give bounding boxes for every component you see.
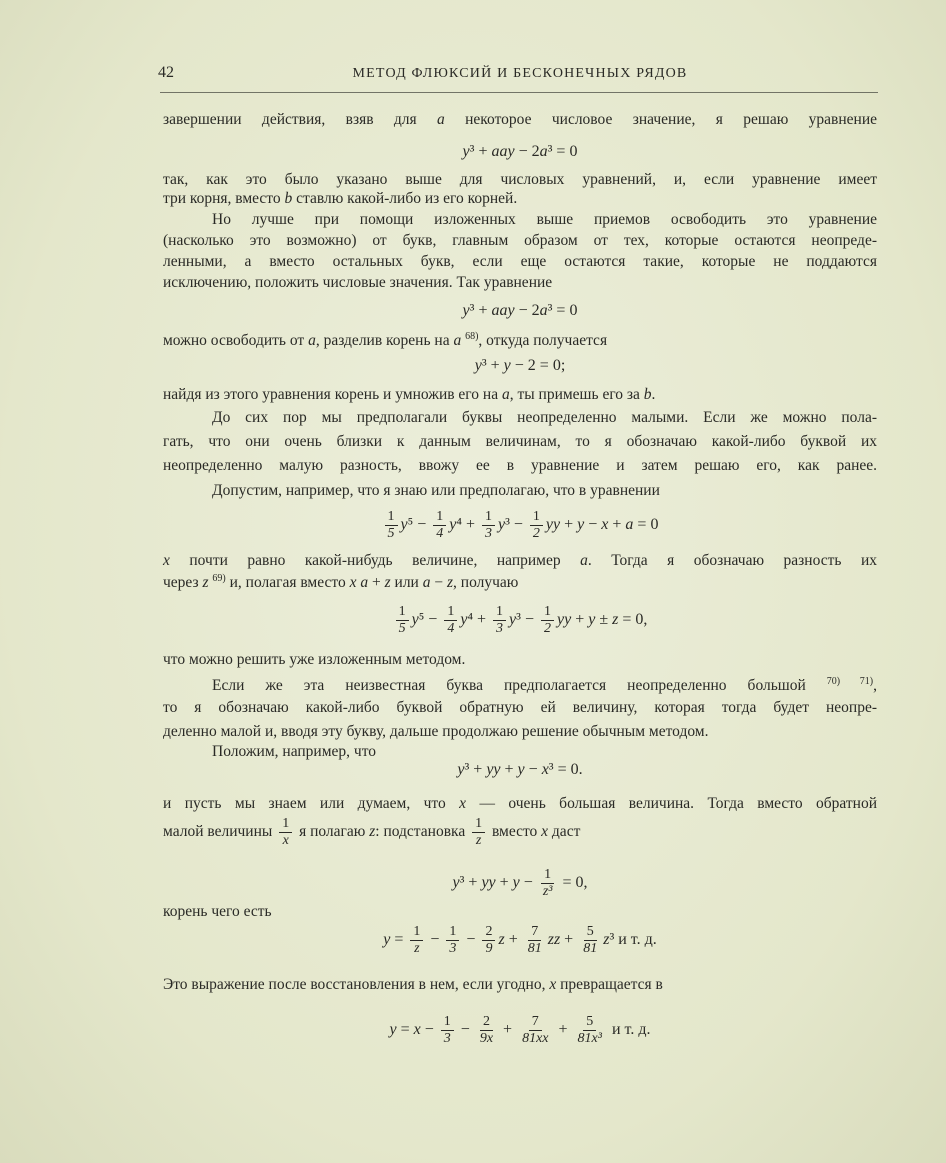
- text-run: , получаю: [453, 574, 519, 592]
- text-run: ³ = 0: [547, 302, 578, 319]
- numerator: 2: [480, 1014, 493, 1031]
- math-variable: b: [284, 190, 293, 207]
- text-run: , откуда получается: [478, 332, 608, 350]
- text-run: или: [390, 574, 423, 592]
- math-variable: yy: [545, 515, 561, 533]
- numerator: 7: [529, 1014, 542, 1031]
- text-run: ³ +: [464, 761, 487, 778]
- math-variable: y: [452, 873, 460, 891]
- math-variable: z: [612, 610, 619, 628]
- math-variable: y: [457, 761, 465, 778]
- text-run: ленными, а вместо остальных букв, если еще остаются такие, которые не поддаются: [163, 253, 877, 270]
- denominator: 81: [527, 940, 542, 956]
- text-run: ±: [595, 610, 613, 628]
- text-run: я полагаю: [295, 822, 370, 840]
- text-line: [163, 816, 877, 849]
- denominator: 9x: [479, 1030, 494, 1046]
- text-run: +: [571, 610, 589, 628]
- fraction: [493, 604, 506, 637]
- math-variable: y: [449, 515, 457, 533]
- denominator: 4: [436, 525, 444, 541]
- math-variable: x: [541, 822, 549, 840]
- text-run: ставлю какой-либо из его корней.: [292, 190, 518, 207]
- math-variable: yy: [481, 873, 496, 891]
- fraction: [575, 1014, 605, 1047]
- text-run: = 0: [633, 515, 659, 533]
- numerator: 1: [410, 924, 423, 941]
- text-run: +: [495, 873, 513, 891]
- equation: [163, 867, 877, 900]
- text-run: −: [426, 930, 444, 948]
- text-run: вместо: [488, 822, 542, 840]
- math-variable: a: [580, 552, 588, 569]
- text-run: , ты примешь его за: [509, 386, 644, 403]
- math-variable: z: [384, 574, 391, 592]
- numerator: 1: [441, 1014, 454, 1031]
- text-run: найдя из этого уравнения корень и умножив его на: [163, 386, 502, 403]
- text-run: ³ +: [459, 873, 482, 891]
- math-variable: yy: [556, 610, 572, 628]
- text-line: [163, 975, 877, 995]
- equation: [163, 357, 877, 375]
- math-variable: y: [512, 873, 520, 891]
- math-variable: a: [360, 574, 369, 592]
- math-variable: a: [453, 332, 462, 350]
- text-run: ⁴ +: [456, 515, 479, 533]
- running-header-title: МЕТОД ФЛЮКСИЙ И БЕСКОНЕЧНЫХ РЯДОВ: [352, 66, 688, 81]
- text-run: Положим, например, что: [212, 743, 377, 760]
- text-run: так, как это было указано выше для числовых уравнений, и, если уравнение имеет: [163, 171, 877, 188]
- text-run: +: [554, 1020, 572, 1038]
- text-run: ³ +: [469, 143, 492, 160]
- footnote-ref: 70) 71): [826, 675, 874, 687]
- fraction: [482, 924, 495, 957]
- math-variable: y: [577, 515, 585, 533]
- equation: [163, 143, 877, 161]
- text-line: [163, 794, 877, 814]
- text-run: −: [430, 574, 447, 592]
- text-line: [163, 698, 877, 718]
- text-run: : подстановка: [375, 822, 470, 840]
- denominator: z: [475, 832, 482, 848]
- fraction: [444, 604, 457, 637]
- text-run: = 0,: [618, 610, 648, 628]
- text-run: Допустим, например, что я знаю или предполагаю, что в уравнении: [212, 482, 660, 499]
- numerator: 1: [541, 867, 554, 884]
- text-line: [212, 672, 877, 696]
- text-run: завершении действия, взяв для: [163, 111, 438, 128]
- numerator: 1: [472, 816, 485, 833]
- math-variable: y: [389, 1020, 397, 1038]
- text-run: три корня, вместо: [163, 190, 285, 207]
- text-run: −: [584, 515, 602, 533]
- math-variable: y: [462, 143, 470, 160]
- text-run: +: [500, 761, 518, 778]
- math-variable: a: [501, 386, 510, 403]
- math-variable: y: [497, 515, 506, 533]
- fraction: [530, 509, 543, 542]
- math-variable: y: [462, 302, 470, 319]
- math-variable: y: [460, 610, 468, 628]
- text-run: +: [560, 515, 578, 533]
- denominator: 81xx: [522, 1030, 549, 1046]
- text-line: [163, 170, 877, 190]
- text-run: − 2 = 0;: [510, 357, 566, 374]
- text-line: [163, 110, 877, 130]
- numerator: 1: [446, 924, 459, 941]
- denominator: 2: [532, 525, 540, 541]
- denominator: 81: [583, 940, 598, 956]
- fraction: [396, 604, 409, 637]
- text-run: +: [560, 930, 578, 948]
- denominator: 3: [484, 525, 492, 541]
- text-run: +: [608, 515, 626, 533]
- denominator: 3: [496, 620, 504, 636]
- text-run: и пусть мы знаем или думаем, что: [163, 795, 460, 812]
- text-run: исключению, положить числовые значения. Так уравнение: [163, 274, 553, 291]
- fraction: [279, 816, 292, 849]
- fraction: [519, 1014, 551, 1047]
- fraction: [433, 509, 446, 542]
- text-run: Это выражение после восстановления в нем, если угодно,: [163, 976, 550, 993]
- text-line: [163, 569, 877, 593]
- text-run: − 2: [514, 302, 540, 319]
- math-variable: y: [588, 610, 596, 628]
- math-variable: y: [411, 610, 419, 628]
- header-rule: [160, 92, 878, 93]
- text-line: [163, 273, 877, 293]
- denominator: 4: [447, 620, 455, 636]
- text-run: — очень большая величина. Тогда вместо обратной: [466, 795, 877, 812]
- text-run: = 0,: [558, 873, 588, 891]
- text-run: − 2: [514, 143, 540, 160]
- text-line: [212, 481, 877, 501]
- math-variable: x: [541, 761, 549, 778]
- numerator: 2: [482, 924, 495, 941]
- text-run: −: [462, 930, 480, 948]
- text-run: ³ −: [516, 610, 538, 628]
- footnote-ref: 69): [212, 572, 226, 584]
- equation: [163, 604, 877, 637]
- text-run: =: [396, 1020, 414, 1038]
- text-line: [163, 231, 877, 251]
- text-run: деленно малой и, вводя эту букву, дальше продолжаю решение обычным методом.: [163, 723, 709, 740]
- text-line: [163, 189, 877, 209]
- denominator: z³: [542, 883, 553, 899]
- math-variable: y: [503, 357, 511, 374]
- text-run: ⁴ +: [467, 610, 491, 628]
- numerator: 1: [433, 509, 446, 526]
- math-variable: x: [549, 976, 557, 993]
- denominator: 9: [485, 940, 493, 956]
- fraction: [580, 924, 600, 957]
- denominator: 2: [543, 620, 551, 636]
- numerator: 1: [444, 604, 457, 621]
- equation: [163, 302, 877, 320]
- numerator: 5: [583, 1014, 596, 1031]
- math-variable: zz: [547, 930, 561, 948]
- text-run: ³ = 0.: [548, 761, 583, 778]
- math-variable: z: [202, 574, 209, 592]
- text-run: даст: [548, 822, 581, 840]
- text-run: −: [456, 1020, 474, 1038]
- fraction: [472, 816, 485, 849]
- equation: [163, 1014, 877, 1047]
- denominator: 3: [443, 1030, 451, 1046]
- text-run: неопределенно малую разность, ввожу ее в уравнение и затем решаю его, как ранее.: [163, 457, 877, 474]
- denominator: 3: [449, 940, 457, 956]
- math-variable: a: [437, 111, 445, 128]
- fraction: [482, 509, 495, 542]
- numerator: 5: [584, 924, 597, 941]
- text-run: Если же эта неизвестная буква предполагается неопределенно большой: [212, 677, 827, 695]
- text-run: (насколько это возможно) от букв, главным образом от тех, которые остаются неопреде-: [163, 232, 877, 249]
- fraction: [525, 924, 545, 957]
- text-run: +: [499, 1020, 517, 1038]
- text-run: гать, что они очень близки к данным величинам, то я обозначаю какой-либо буквой их: [163, 433, 877, 450]
- text-run: можно освободить от: [163, 332, 309, 350]
- numerator: 1: [385, 509, 398, 526]
- text-run: −: [524, 761, 542, 778]
- text-line: [212, 210, 877, 230]
- denominator: 5: [398, 620, 406, 636]
- text-run: ³ и т. д.: [609, 930, 657, 948]
- text-run: через: [163, 574, 203, 592]
- denominator: 5: [387, 525, 395, 541]
- text-run: ,: [873, 677, 877, 695]
- text-run: некоторое числовое значение, я решаю уравнение: [444, 111, 877, 128]
- equation: [163, 924, 877, 957]
- text-run: .: [651, 386, 656, 403]
- text-run: корень чего есть: [163, 903, 272, 920]
- math-variable: aay: [491, 302, 515, 319]
- text-run: что можно решить уже изложенным методом.: [163, 651, 466, 668]
- text-run: то я обозначаю какой-либо буквой обратную ей величину, которая тогда будет неопре-: [163, 699, 877, 716]
- text-run: и т. д.: [607, 1020, 651, 1038]
- text-line: [163, 432, 877, 452]
- text-run: ³ +: [481, 357, 504, 374]
- denominator: z: [414, 940, 420, 956]
- text-run: , разделив корень на: [315, 332, 454, 350]
- math-variable: y: [509, 610, 517, 628]
- math-variable: a: [422, 574, 431, 592]
- math-variable: y: [517, 761, 525, 778]
- text-run: . Тогда я обозначаю разность их: [587, 552, 877, 569]
- text-run: =: [390, 930, 408, 948]
- denominator: x: [282, 832, 289, 848]
- text-run: ⁵ −: [407, 515, 431, 533]
- text-run: До сих пор мы предполагали буквы неопределенно малыми. Если же можно пола-: [212, 409, 877, 426]
- math-variable: y: [400, 515, 408, 533]
- fraction: [441, 1014, 454, 1047]
- numerator: 7: [528, 924, 541, 941]
- page-number: 42: [158, 64, 174, 81]
- numerator: 1: [541, 604, 554, 621]
- numerator: 1: [482, 509, 495, 526]
- text-line: [163, 722, 877, 742]
- math-variable: z: [446, 574, 454, 592]
- text-line: [163, 327, 877, 351]
- math-variable: z: [603, 930, 610, 948]
- math-variable: b: [643, 386, 652, 403]
- text-run: ³ +: [469, 302, 492, 319]
- equation: [163, 761, 877, 779]
- text-run: Но лучше при помощи изложенных выше приемов освободить это уравнение: [212, 211, 877, 228]
- footnote-ref: 68): [465, 330, 479, 342]
- math-variable: yy: [486, 761, 501, 778]
- numerator: 1: [493, 604, 506, 621]
- fraction: [477, 1014, 496, 1047]
- math-variable: x: [349, 574, 357, 592]
- text-run: ³ −: [505, 515, 527, 533]
- text-line: [163, 252, 877, 272]
- math-variable: y: [474, 357, 482, 374]
- math-variable: x: [163, 552, 170, 569]
- text-run: −: [519, 873, 537, 891]
- fraction: [446, 924, 459, 957]
- numerator: 1: [396, 604, 409, 621]
- math-variable: z: [498, 930, 505, 948]
- text-line: [163, 650, 877, 670]
- math-variable: y: [383, 930, 391, 948]
- math-variable: a: [308, 332, 316, 350]
- text-run: −: [420, 1020, 438, 1038]
- math-variable: x: [413, 1020, 421, 1038]
- text-run: ⁵ −: [418, 610, 442, 628]
- text-run: почти равно какой-нибудь величине, например: [169, 552, 581, 569]
- text-line: [163, 456, 877, 476]
- text-line: [163, 385, 877, 405]
- text-line: [212, 742, 877, 762]
- math-variable: aay: [491, 143, 515, 160]
- numerator: 1: [279, 816, 292, 833]
- text-run: +: [504, 930, 522, 948]
- text-run: превращается в: [556, 976, 663, 993]
- math-variable: x: [601, 515, 609, 533]
- math-variable: a: [539, 302, 548, 319]
- math-variable: a: [625, 515, 634, 533]
- denominator: 81x³: [577, 1030, 602, 1046]
- numerator: 1: [530, 509, 543, 526]
- text-run: +: [368, 574, 385, 592]
- math-variable: x: [459, 795, 467, 812]
- equation: [163, 509, 877, 542]
- text-line: [163, 902, 877, 922]
- text-run: малой величины: [163, 822, 277, 840]
- text-line: [212, 408, 877, 428]
- fraction: [540, 867, 556, 900]
- text-run: ³ = 0: [547, 143, 578, 160]
- text-run: и, полагая вместо: [225, 574, 350, 592]
- math-variable: a: [539, 143, 548, 160]
- fraction: [541, 604, 554, 637]
- fraction: [410, 924, 423, 957]
- fraction: [385, 509, 398, 542]
- math-variable: z: [369, 822, 376, 840]
